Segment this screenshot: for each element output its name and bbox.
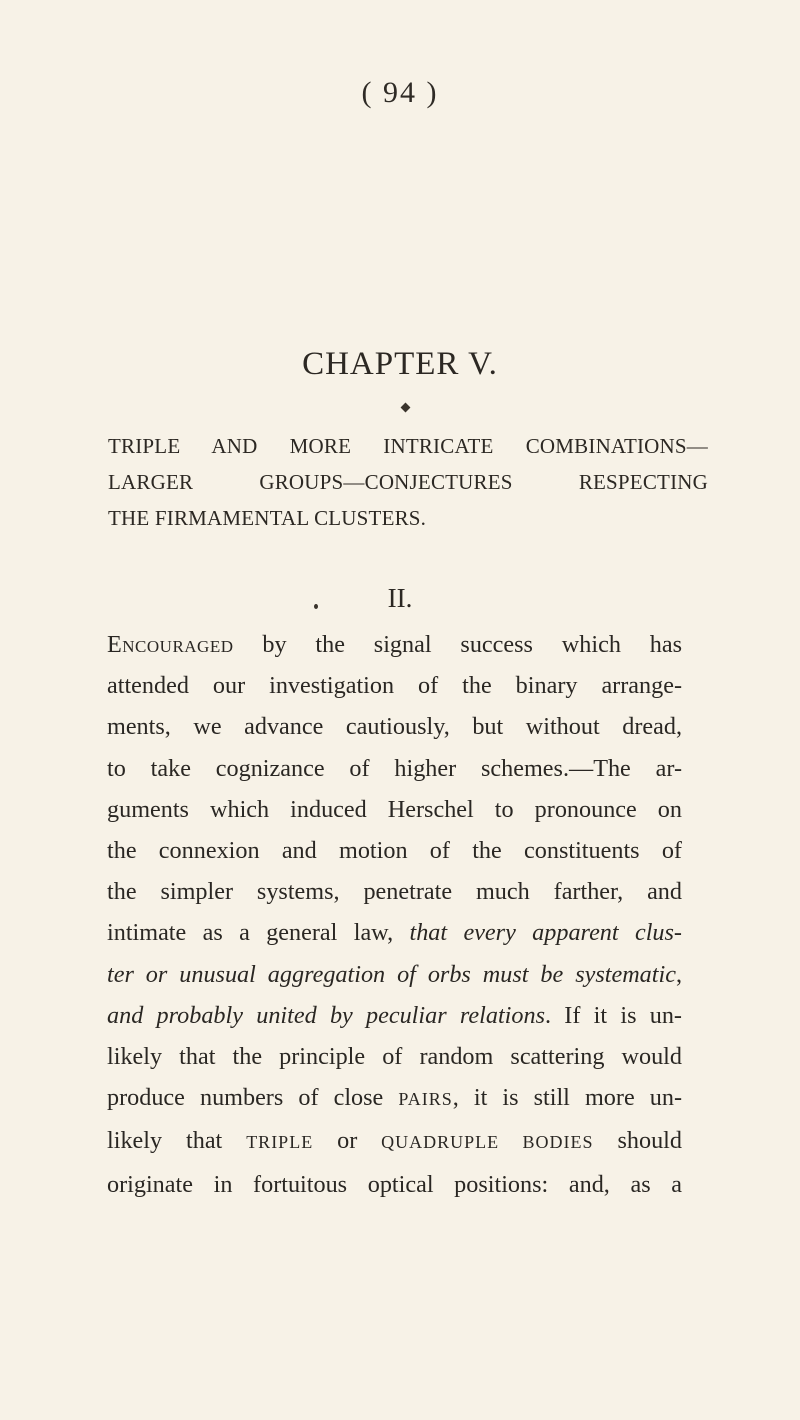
italic-segment: ter or unusual aggregation of orbs must be systematic: [107, 960, 676, 988]
text-line: ments, we advance cautiously, but without dread,: [107, 713, 682, 741]
text-segment: should: [593, 1127, 682, 1155]
text-line: [107, 624, 682, 665]
text-segment: produce numbers of close: [107, 1084, 399, 1112]
text-line: [107, 995, 682, 1036]
lead-word: Encouraged: [107, 631, 234, 658]
body-paragraph: [107, 624, 682, 1205]
text-line: guments which induced Herschel to pronounce on: [107, 795, 682, 823]
text-segment: or: [313, 1127, 382, 1155]
text-segment: by the signal success which has: [233, 631, 682, 658]
ornament-diamond-icon: [401, 403, 411, 413]
text-segment: ,: [675, 960, 682, 988]
section-numeral: II.: [387, 583, 413, 613]
text-segment: . If it is un-: [545, 1001, 682, 1029]
italic-segment: and probably united by peculiar relations: [107, 1001, 545, 1029]
page-number: ( 94 ): [361, 76, 439, 109]
text-segment: likely that: [107, 1127, 247, 1155]
text-line: [107, 1120, 682, 1163]
text-line: to take cognizance of higher schemes.—The ar-: [107, 754, 682, 782]
text-line: the connexion and motion of the constituents of: [107, 837, 682, 865]
text-line: attended our investigation of the binary arrange-: [107, 672, 682, 700]
smallcaps-term: TRIPLE: [246, 1132, 314, 1153]
text-segment: , it is still more un-: [452, 1084, 683, 1112]
chapter-heading: CHAPTER V.: [302, 346, 498, 382]
text-line: likely that the principle of random scattering would: [107, 1043, 682, 1071]
text-line: [107, 954, 682, 995]
chapter-subtitle: [108, 428, 708, 536]
italic-segment: that every apparent clus-: [409, 919, 682, 947]
subtitle-line: LARGER GROUPS—CONJECTURES RESPECTING: [108, 470, 708, 494]
subtitle-line: THE FIRMAMENTAL CLUSTERS.: [108, 506, 427, 530]
text-line: [107, 1077, 682, 1120]
smallcaps-term: QUADRUPLE BODIES: [381, 1132, 594, 1153]
smallcaps-term: PAIRS: [398, 1089, 453, 1110]
subtitle-line: TRIPLE AND MORE INTRICATE COMBINATIONS—: [108, 434, 708, 458]
text-line: the simpler systems, penetrate much farther, and: [107, 878, 682, 906]
text-line: originate in fortuitous optical positions: and, as a: [107, 1170, 682, 1198]
text-line: [107, 912, 682, 953]
text-segment: intimate as a general law,: [107, 919, 410, 947]
